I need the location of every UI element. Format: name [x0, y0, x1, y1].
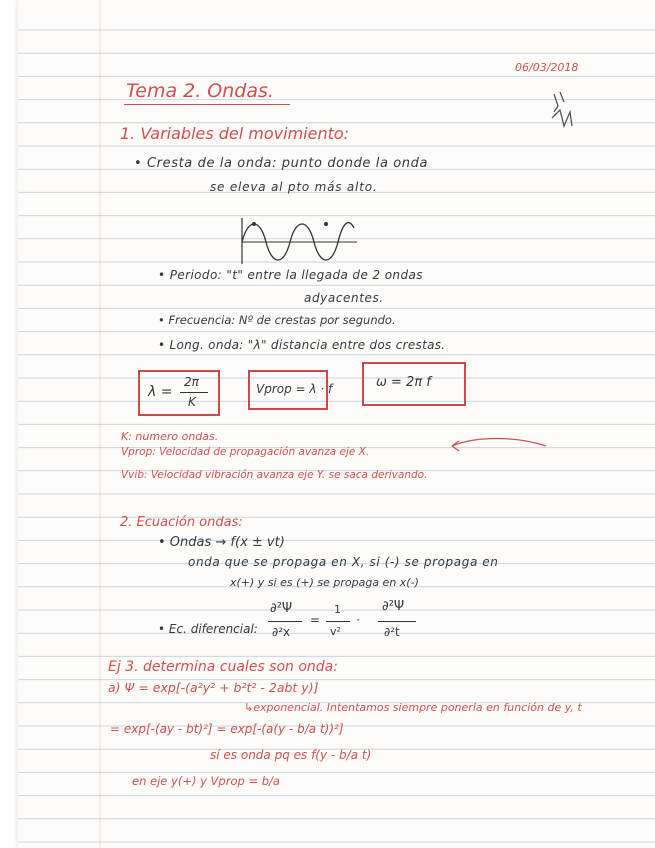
- ec-diferencial-formula: [266, 600, 436, 646]
- formula-box-omega: [362, 362, 466, 406]
- longonda-line: • Long. onda: "λ" distancia entre dos crestas.: [158, 338, 446, 352]
- ej3-a-line: a) Ψ = exp[-(a²y² + b²t² - 2abt y)]: [108, 680, 319, 695]
- ec-bar-1: [268, 621, 302, 622]
- ec-bar-3: [378, 621, 416, 622]
- ec-dot: ·: [356, 613, 360, 627]
- omega-formula: ω = 2π f: [376, 375, 431, 390]
- cresta-line-1: • Cresta de la onda: punto donde la onda: [134, 156, 429, 171]
- cresta-line-2: se eleva al pto más alto.: [210, 180, 378, 194]
- k-definition: K: numero ondas.: [121, 430, 219, 443]
- lambda-denominator: K: [188, 395, 196, 409]
- notebook-binding: [0, 30, 6, 830]
- vprop-formula: Vprop = λ · f: [256, 382, 333, 396]
- ej3-heading: Ej 3. determina cuales son onda:: [108, 659, 338, 675]
- notebook-page: [18, 0, 655, 848]
- section-1-heading: 1. Variables del movimiento:: [120, 124, 350, 143]
- ec-rhs-den: ∂²t: [384, 625, 400, 639]
- section-2-heading: 2. Ecuación ondas:: [120, 515, 243, 530]
- vprop-definition: Vprop: Velocidad de propagación avanza eje X.: [121, 446, 370, 458]
- frecuencia-line: • Frecuencia: Nº de crestas por segundo.: [158, 313, 396, 327]
- title-underline: [124, 104, 290, 105]
- onda-line-1: onda que se propaga en X, si (-) se propaga en: [188, 555, 499, 569]
- ec-equals: =: [310, 613, 321, 627]
- ej3-exponencial-note: ↳exponencial. Intentamos siempre ponerla en función de y, t: [244, 701, 582, 714]
- ej3-line-4: sí es onda pq es f(y - b/a t): [210, 748, 372, 762]
- ec-bar-2: [326, 621, 350, 622]
- periodo-line-2: adyacentes.: [304, 291, 384, 305]
- page-title: Tema 2. Ondas.: [126, 80, 274, 102]
- date: 06/03/2018: [515, 61, 579, 74]
- ondas-line: • Ondas → f(x ± vt): [158, 535, 285, 550]
- wave-sketch: [232, 212, 372, 270]
- ec-lhs-num: ∂²Ψ: [270, 601, 293, 616]
- ec-mid-num: 1: [334, 603, 341, 616]
- onda-line-2: x(+) y si es (+) se propaga en x(-): [230, 576, 419, 589]
- arrow-icon: [446, 432, 550, 458]
- periodo-line-1: • Periodo: "t" entre la llegada de 2 ondas: [158, 268, 423, 282]
- signature: [546, 88, 586, 136]
- vvib-definition: Vvib: Velocidad vibración avanza eje Y. se saca derivando.: [121, 469, 428, 481]
- formula-box-vprop: [248, 370, 333, 410]
- lambda-fraction-bar: [180, 392, 208, 393]
- ec-rhs-num: ∂²Ψ: [382, 599, 405, 614]
- ec-diferencial-label: • Ec. diferencial:: [158, 622, 258, 636]
- ej3-line-3: = exp[-(ay - bt)²] = exp[-(a(y - b/a t))²]: [110, 722, 344, 736]
- formula-box-lambda: [138, 370, 220, 416]
- lambda-lhs: λ =: [148, 384, 173, 400]
- lambda-numerator: 2π: [184, 375, 199, 389]
- ec-lhs-den: ∂²x: [272, 625, 291, 639]
- ec-mid-den: v²: [330, 625, 341, 638]
- ej3-line-5: en eje y(+) y Vprop = b/a: [132, 774, 280, 788]
